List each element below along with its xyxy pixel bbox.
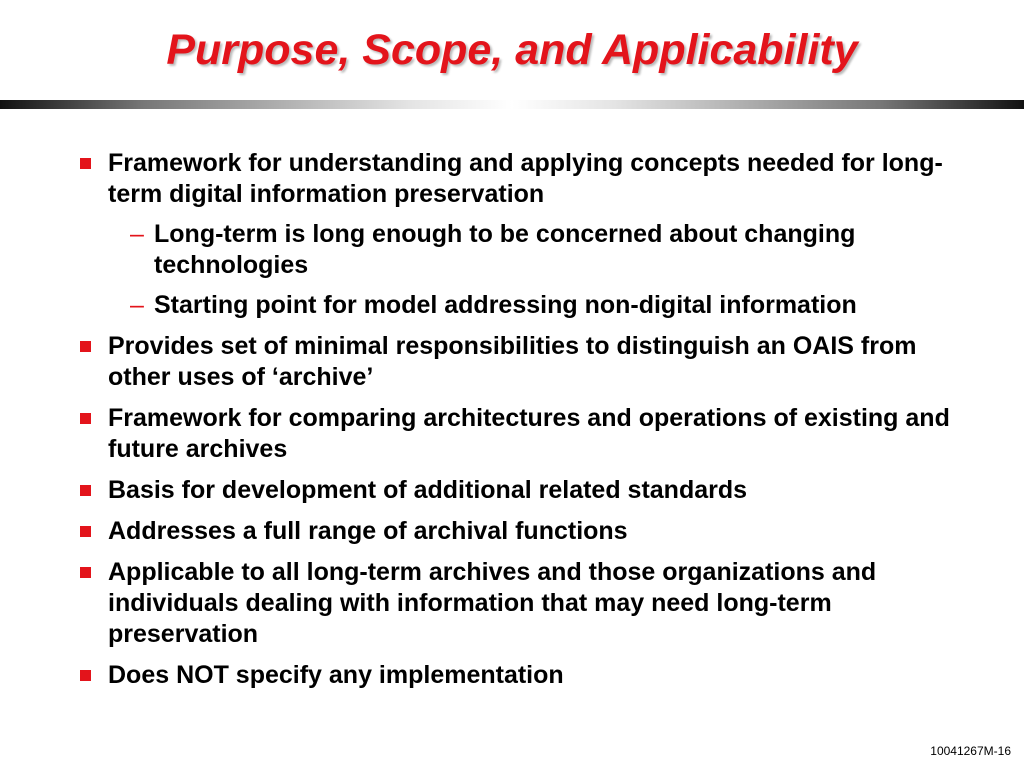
sub-bullet-item xyxy=(108,290,978,321)
square-bullet-icon xyxy=(80,567,91,578)
square-bullet-icon xyxy=(80,485,91,496)
bullet-item xyxy=(78,331,978,393)
sub-bullet-text: Starting point for model addressing non-digital information xyxy=(154,291,857,319)
dash-bullet-icon: – xyxy=(130,291,144,319)
bullet-list xyxy=(78,148,978,701)
bullet-text: Basis for development of additional related standards xyxy=(108,476,748,504)
slide-title: Purpose, Scope, and Applicability xyxy=(166,26,858,74)
square-bullet-icon xyxy=(80,413,91,424)
bullet-text: Does NOT specify any implementation xyxy=(108,661,564,689)
slide-id: 10041267M-16 xyxy=(930,744,1011,758)
sub-bullet-text: Long-term is long enough to be concerned about changing technologies xyxy=(154,220,856,279)
bullet-item xyxy=(78,516,978,547)
bullet-text: Framework for comparing architectures and operations of existing and future archives xyxy=(108,404,950,463)
bullet-item xyxy=(78,557,978,650)
sub-bullet-list xyxy=(108,219,978,321)
dash-bullet-icon: – xyxy=(130,220,144,248)
bullet-item xyxy=(78,475,978,506)
bullet-item xyxy=(78,660,978,691)
bullet-item xyxy=(78,148,978,321)
title-divider xyxy=(0,100,1024,109)
bullet-text: Addresses a full range of archival functions xyxy=(108,517,628,545)
sub-bullet-item xyxy=(108,219,978,281)
square-bullet-icon xyxy=(80,526,91,537)
bullet-text: Applicable to all long-term archives and those organizations and individuals dealing with information that may need long-term preservation xyxy=(108,558,877,648)
square-bullet-icon xyxy=(80,158,91,169)
square-bullet-icon xyxy=(80,670,91,681)
bullet-text: Provides set of minimal responsibilities to distinguish an OAIS from other uses of ‘archive’ xyxy=(108,332,917,391)
bullet-text: Framework for understanding and applying concepts needed for long-term digital information preservation xyxy=(108,149,943,208)
bullet-item xyxy=(78,403,978,465)
square-bullet-icon xyxy=(80,341,91,352)
